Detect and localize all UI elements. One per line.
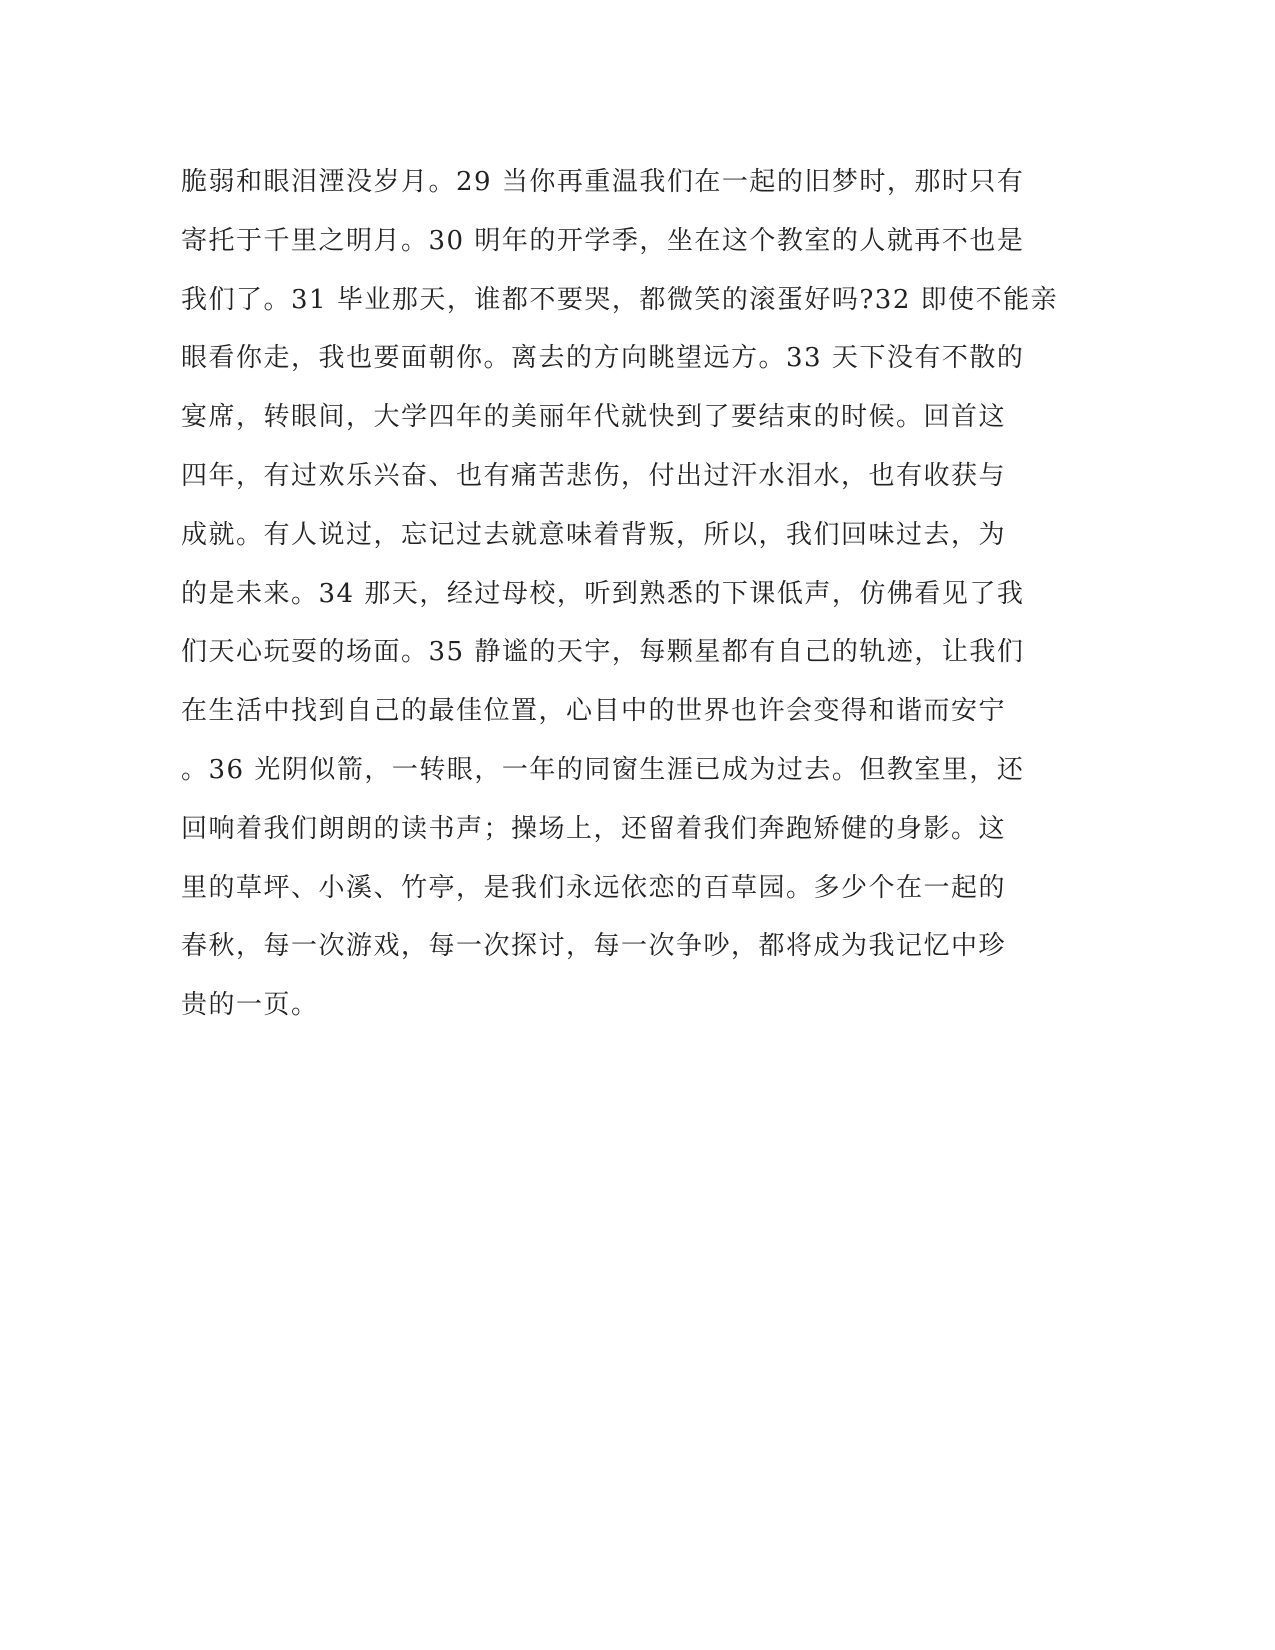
text-line: 在生活中找到自己的最佳位置，心目中的世界也许会变得和谐而安宁 (181, 696, 1007, 727)
text-line: 贵的一页。 (181, 990, 319, 1021)
text-line: 眼看你走，我也要面朝你。离去的方向眺望远方。33 天下没有不散的 (181, 343, 1025, 374)
text-line: 的是未来。34 那天，经过母校，听到熟悉的下课低声，仿佛看见了我 (181, 578, 1025, 609)
text-line: 寄托于千里之明月。30 明年的开学季，坐在这个教室的人就再不也是 (181, 225, 1025, 256)
text-line: 们天心玩耍的场面。35 静谧的天宇，每颗星都有自己的轨迹，让我们 (181, 637, 1025, 668)
body-text (181, 160, 1061, 1042)
text-line: 我们了。31 毕业那天，谁都不要哭，都微笑的滚蛋好吗?32 即使不能亲 (181, 284, 1059, 315)
text-line: 春秋，每一次游戏，每一次探讨，每一次争吵，都将成为我记忆中珍 (181, 931, 1007, 962)
text-line: 。36 光阴似箭，一转眼，一年的同窗生涯已成为过去。但教室里，还 (181, 754, 1025, 785)
text-line: 里的草坪、小溪、竹亭，是我们永远依恋的百草园。多少个在一起的 (181, 872, 1007, 903)
text-line: 回响着我们朗朗的读书声；操场上，还留着我们奔跑矫健的身影。这 (181, 813, 1007, 844)
text-line: 宴席，转眼间，大学四年的美丽年代就快到了要结束的时候。回首这 (181, 402, 1007, 433)
text-line: 脆弱和眼泪湮没岁月。29 当你再重温我们在一起的旧梦时，那时只有 (181, 167, 1025, 197)
text-line: 成就。有人说过，忘记过去就意味着背叛，所以，我们回味过去，为 (181, 519, 1007, 550)
text-line: 四年，有过欢乐兴奋、也有痛苦悲伤，付出过汗水泪水，也有收获与 (181, 460, 1007, 491)
